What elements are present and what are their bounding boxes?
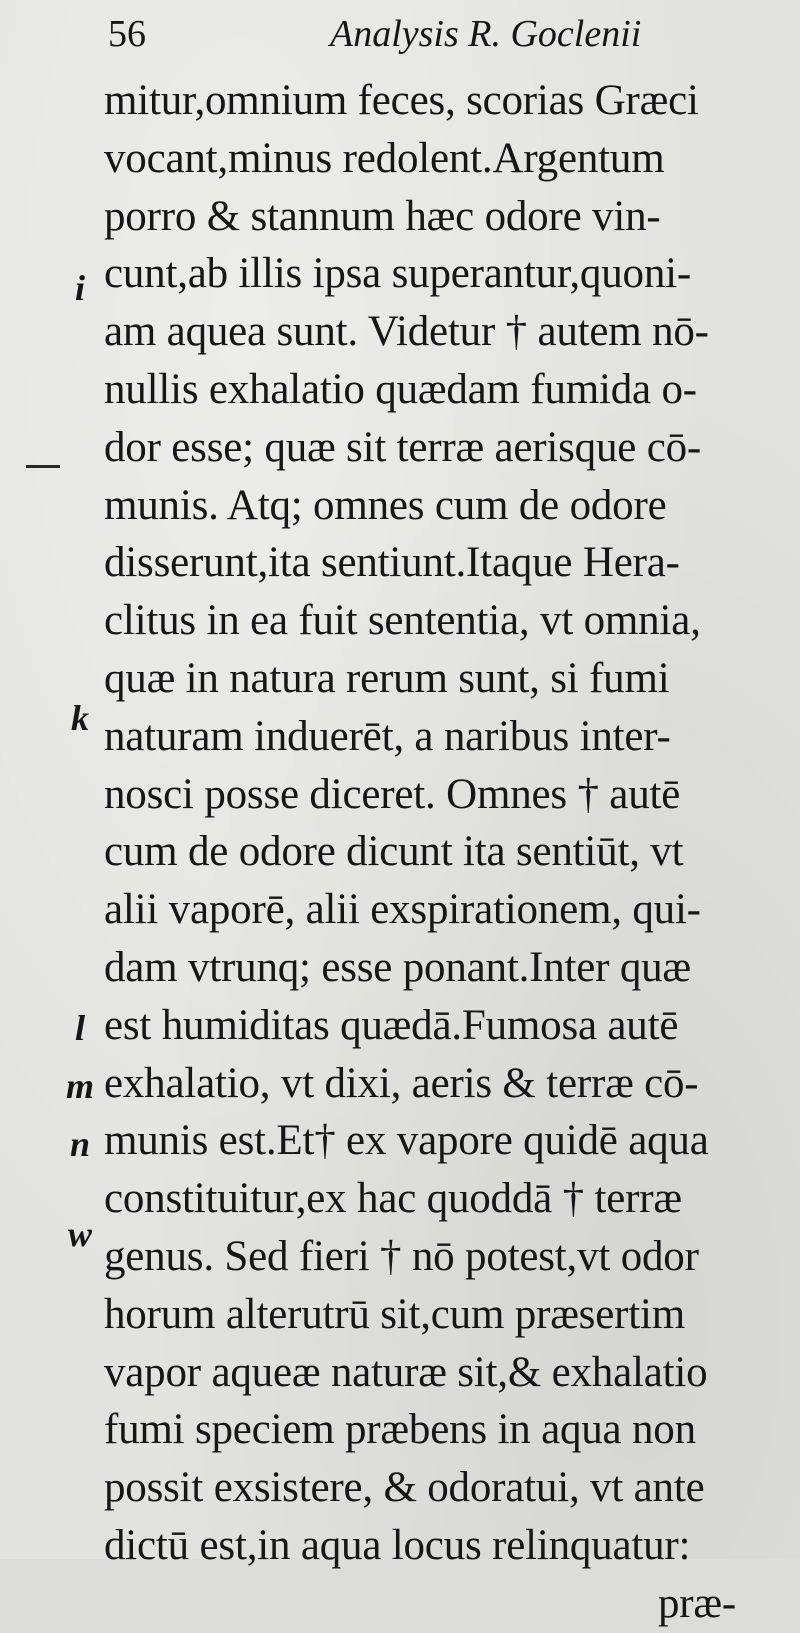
- page-number: 56: [108, 13, 146, 55]
- text-line: naturam induerēt, a naribus inter-: [104, 712, 671, 760]
- text-line: munis. Atq; omnes cum de odore: [104, 481, 667, 529]
- text-line: clitus in ea fuit sententia, vt omnia,: [104, 597, 701, 645]
- text-line: cum de odore dicunt ita sentiūt, vt: [104, 828, 684, 876]
- text-line: mitur,omnium feces, scorias Græci: [104, 77, 699, 124]
- margin-note-n: n: [69, 1124, 91, 1164]
- margin-note-l: l: [74, 1008, 85, 1048]
- text-line: vapor aqueæ naturæ sit,& exhalatio: [104, 1348, 708, 1396]
- text-line: am aquea sunt. Videtur † autem nō-: [104, 308, 709, 356]
- margin-note-w: w: [67, 1214, 92, 1254]
- text-line: alii vaporē, alii exspirationem, qui-: [104, 886, 701, 934]
- text-line: horum alterutrū sit,cum præsertim: [104, 1290, 685, 1338]
- text-line: dor esse; quæ sit terræ aerisque cō-: [104, 423, 702, 471]
- text-line: nullis exhalatio quædam fumida o-: [104, 365, 697, 413]
- text-line: porro & stannum hæc odore vin-: [104, 192, 661, 240]
- text-line: quæ in natura rerum sunt, si fumi: [104, 654, 670, 702]
- text-line: fumi speciem præbens in aqua non: [104, 1406, 696, 1454]
- text-line: vocant,minus redolent.Argentum: [104, 134, 665, 182]
- text-line: est humiditas quædā.Fumosa autē: [104, 1001, 679, 1049]
- text-line: constituitur,ex hac quoddā † terræ: [104, 1175, 682, 1223]
- running-head: [108, 12, 748, 72]
- text-line: nosci posse diceret. Omnes † autē: [104, 770, 681, 818]
- text-line: cunt,ab illis ipsa superantur,quoni-: [104, 250, 691, 298]
- margin-note-m: m: [65, 1066, 94, 1106]
- text-line: disserunt,ita sentiunt.Itaque Hera-: [104, 539, 680, 587]
- text-line: dictū est,in aqua locus relinquatur:: [104, 1521, 691, 1569]
- running-title: Analysis R. Goclenii: [330, 13, 642, 55]
- text-block: [104, 72, 764, 1633]
- text-line: dam vtrunq; esse ponant.Inter quæ: [104, 943, 691, 991]
- margin-dash: [26, 465, 60, 468]
- text-line: genus. Sed fieri † nō potest,vt odor: [104, 1232, 699, 1280]
- margin-note-i: i: [74, 268, 85, 308]
- text-line: possit exsistere, & odoratui, vt ante: [104, 1464, 705, 1512]
- text-line: exhalatio, vt dixi, aeris & terræ cō-: [104, 1059, 699, 1107]
- text-line: munis est.Et† ex vapore quidē aqua: [104, 1117, 709, 1165]
- catchword: præ-: [657, 1579, 736, 1627]
- margin-note-k: k: [71, 698, 89, 738]
